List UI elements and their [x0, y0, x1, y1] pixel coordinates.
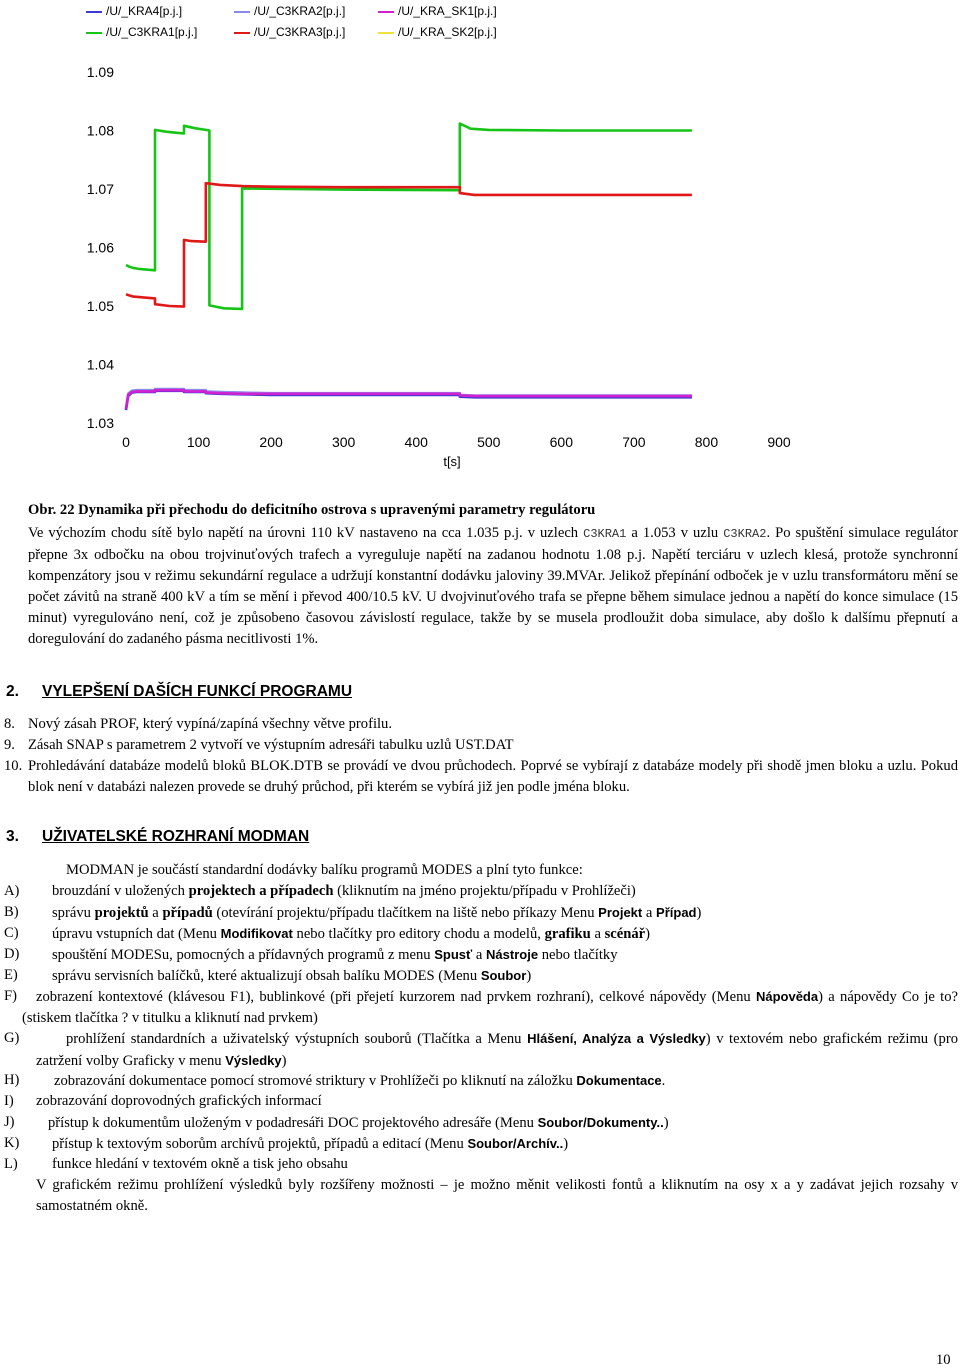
legend-swatch	[86, 32, 102, 34]
x-tick-label: 200	[259, 434, 283, 450]
item-label: H)	[4, 1072, 20, 1088]
intro-text-3: . Po spuštění simulace regulátor přepne 3x odbočku na obou trojvinuťových trafech a vyreguluje napětí na zadanou hodnotu 1.08 p.j. Napětí terciáru v uzlech klesá, protože synchronní kompenzátory jsou v režimu sekundární regulace a udržují konstantní dodávku jaloviny 39.MVAr. Jelikož přepínání odboček je v uzlu transformátoru mění se počet závitů na straně 400 kV a tím se mění i převod 400/10.5 kV. U dvojvinuťového trafa se přepne během simulace jednou a napětí do konce simulace (15 minut) vyregulováno není, což je způsobeno časovou závislostí regulace, takže by se musela prodloužit doba simulace, aby došlo k dalšímu přepnutí a doregulování do zadaného pásma necitlivosti 1%.	[28, 525, 958, 647]
item-number: 10.	[4, 758, 23, 774]
legend-label: /U/_KRA4[p.j.]	[106, 4, 183, 18]
page-number: 10	[936, 1352, 951, 1368]
section-number: 3.	[6, 828, 19, 845]
section-title: VYLEPŠENÍ DAŠÍCH FUNKCÍ PROGRAMU	[42, 683, 353, 700]
item-label: I)	[4, 1093, 14, 1109]
x-tick-label: 400	[404, 434, 428, 450]
item-label: L)	[4, 1156, 18, 1172]
section-heading	[6, 828, 906, 850]
legend-swatch	[86, 11, 102, 13]
item-text: Zásah SNAP s parametrem 2 vytvoří ve výstupním adresáři tabulku uzlů UST.DAT	[28, 737, 514, 753]
x-tick-label: 600	[549, 434, 574, 450]
item-label: B)	[4, 904, 19, 920]
x-tick-label: 300	[331, 434, 356, 450]
legend-label: /U/_KRA_SK1[p.j.]	[398, 4, 497, 18]
legend-swatch	[234, 11, 250, 13]
series-line	[126, 124, 692, 309]
item-label: E)	[4, 967, 18, 983]
item-text: správu projektů a případů (otevírání projektu/případu tlačítkem na liště nebo příkazy Menu Projekt a Případ)	[52, 905, 702, 921]
legend-entry	[378, 25, 497, 39]
item-text: funkce hledání v textovém okně a tisk jeho obsahu	[52, 1156, 348, 1172]
x-tick-label: 700	[622, 434, 646, 450]
x-axis-label: t[s]	[443, 454, 461, 469]
item-label: C)	[4, 925, 19, 941]
intro-text-1: Ve výchozím chodu sítě bylo napětí na úrovni 110 kV nastaveno na cca 1.035 p.j. v uzlech	[28, 525, 579, 541]
intro-paragraph	[28, 523, 958, 650]
legend-entry	[86, 25, 197, 39]
caption-text: Dynamika při přechodu do deficitního ostrova s upravenými parametry regulátoru	[78, 502, 596, 518]
section-title: UŽIVATELSKÉ ROZHRANÍ MODMAN	[42, 828, 310, 845]
voltage-chart	[0, 45, 960, 485]
x-tick-label: 500	[477, 434, 501, 450]
legend-label: /U/_C3KRA2[p.j.]	[254, 4, 346, 18]
item-text: správu servisních balíčků, které aktualizují obsah balíku MODES (Menu Soubor)	[52, 968, 532, 984]
item-text: Prohledávání databáze modelů bloků BLOK.DTB se provádí ve dvou průchodech. Poprvé se vybírají z databáze modely při shodě jmen bloku a uzlu. Pokud blok není v databázi nalezen provede se druhý průchod, při kterém se vybírá již jen podle jména bloku.	[28, 758, 958, 795]
item-label: K)	[4, 1135, 20, 1151]
plot-area	[126, 124, 692, 411]
x-tick-label: 800	[694, 434, 719, 450]
item-text: úpravu vstupních dat (Menu Modifikovat nebo tlačítky pro editory chodu a modelů, grafiku a scénář)	[52, 926, 650, 942]
item-label: F)	[4, 988, 17, 1004]
y-tick-label: 1.07	[86, 181, 114, 197]
node-name: C3KRA1	[583, 527, 627, 541]
y-axis	[87, 64, 114, 431]
item-text: zobrazení kontextové (klávesou F1), bublinkové (při přejetí kurzorem nad prvkem rozhraní), celkové nápovědy (Menu Nápověda) a nápovědy Co je to? (stiskem tlačítka ? v titulku a kliknutí nad prvkem)	[22, 989, 959, 1026]
legend-swatch	[234, 32, 250, 34]
item-number: 9.	[4, 737, 15, 753]
item-label: J)	[4, 1114, 15, 1130]
item-text: přístup k dokumentům uloženým v podadresáři DOC projektového adresáře (Menu Soubor/Dokumenty..)	[48, 1115, 669, 1131]
legend-entry	[86, 4, 182, 18]
series-line	[126, 183, 692, 306]
legend-label: /U/_C3KRA3[p.j.]	[254, 25, 346, 39]
legend-entry	[378, 4, 497, 18]
section-intro: MODMAN je součástí standardní dodávky balíku programů MODES a plní tyto funkce:	[66, 862, 583, 878]
x-tick-label: 0	[122, 434, 130, 450]
item-label: A)	[4, 883, 20, 899]
y-tick-label: 1.03	[86, 415, 114, 431]
legend-label: /U/_C3KRA1[p.j.]	[106, 25, 198, 39]
item-number: 8.	[4, 716, 15, 732]
item-text: prohlížení standardních a uživatelský výstupních souborů (Tlačítka a Menu Hlášení, Analýza a Výsledky) v textovém nebo grafickém režimu (pro zatržení volby Graficky v menu Výsledky)	[36, 1031, 958, 1069]
item-text: spouštění MODESu, pomocných a přídavných programů z menu Spusť a Nástroje nebo tlačítky	[52, 947, 618, 963]
item-label: G)	[4, 1030, 20, 1046]
caption-prefix: Obr. 22	[28, 502, 75, 518]
legend-label: /U/_KRA_SK2[p.j.]	[398, 25, 497, 39]
node-name: C3KRA2	[723, 527, 767, 541]
item-text: přístup k textovým soborům archívů projektů, případů a editací (Menu Soubor/Archív..)	[52, 1136, 569, 1152]
section-number: 2.	[6, 683, 19, 700]
item-text: zobrazování doprovodných grafických informací	[36, 1093, 322, 1109]
closing-paragraph: V grafickém režimu prohlížení výsledků byly rozšířeny možnosti – je možno měnit velikosti fontů a kliknutím na osy x a y zadávat jejich rozsahy v samostatném okně.	[36, 1177, 958, 1214]
x-axis	[122, 434, 791, 450]
x-tick-label: 100	[186, 434, 211, 450]
y-tick-label: 1.05	[86, 298, 114, 314]
section-heading	[6, 683, 906, 705]
intro-text-2: a 1.053 v uzlu	[631, 525, 719, 541]
item-label: D)	[4, 946, 20, 962]
item-text: brouzdání v uložených projektech a případech (kliknutím na jméno projektu/případu v Prohlížeči)	[52, 883, 636, 899]
y-tick-label: 1.09	[86, 64, 114, 80]
y-tick-label: 1.04	[86, 356, 114, 373]
item-text: zobrazování dokumentace pomocí stromové striktury v Prohlížeči po kliknutí na záložku Dokumentace.	[54, 1073, 666, 1089]
x-tick-label: 900	[767, 434, 791, 450]
legend-entry	[234, 25, 345, 39]
legend-swatch	[378, 32, 394, 34]
legend-entry	[234, 4, 345, 18]
y-tick-label: 1.06	[86, 239, 114, 256]
chart-legend	[0, 0, 960, 45]
legend-swatch	[378, 11, 394, 13]
series-line	[126, 390, 692, 409]
y-tick-label: 1.08	[86, 122, 114, 139]
figure-caption	[28, 500, 595, 521]
item-text: Nový zásah PROF, který vypíná/zapíná všechny větve profilu.	[28, 716, 392, 732]
